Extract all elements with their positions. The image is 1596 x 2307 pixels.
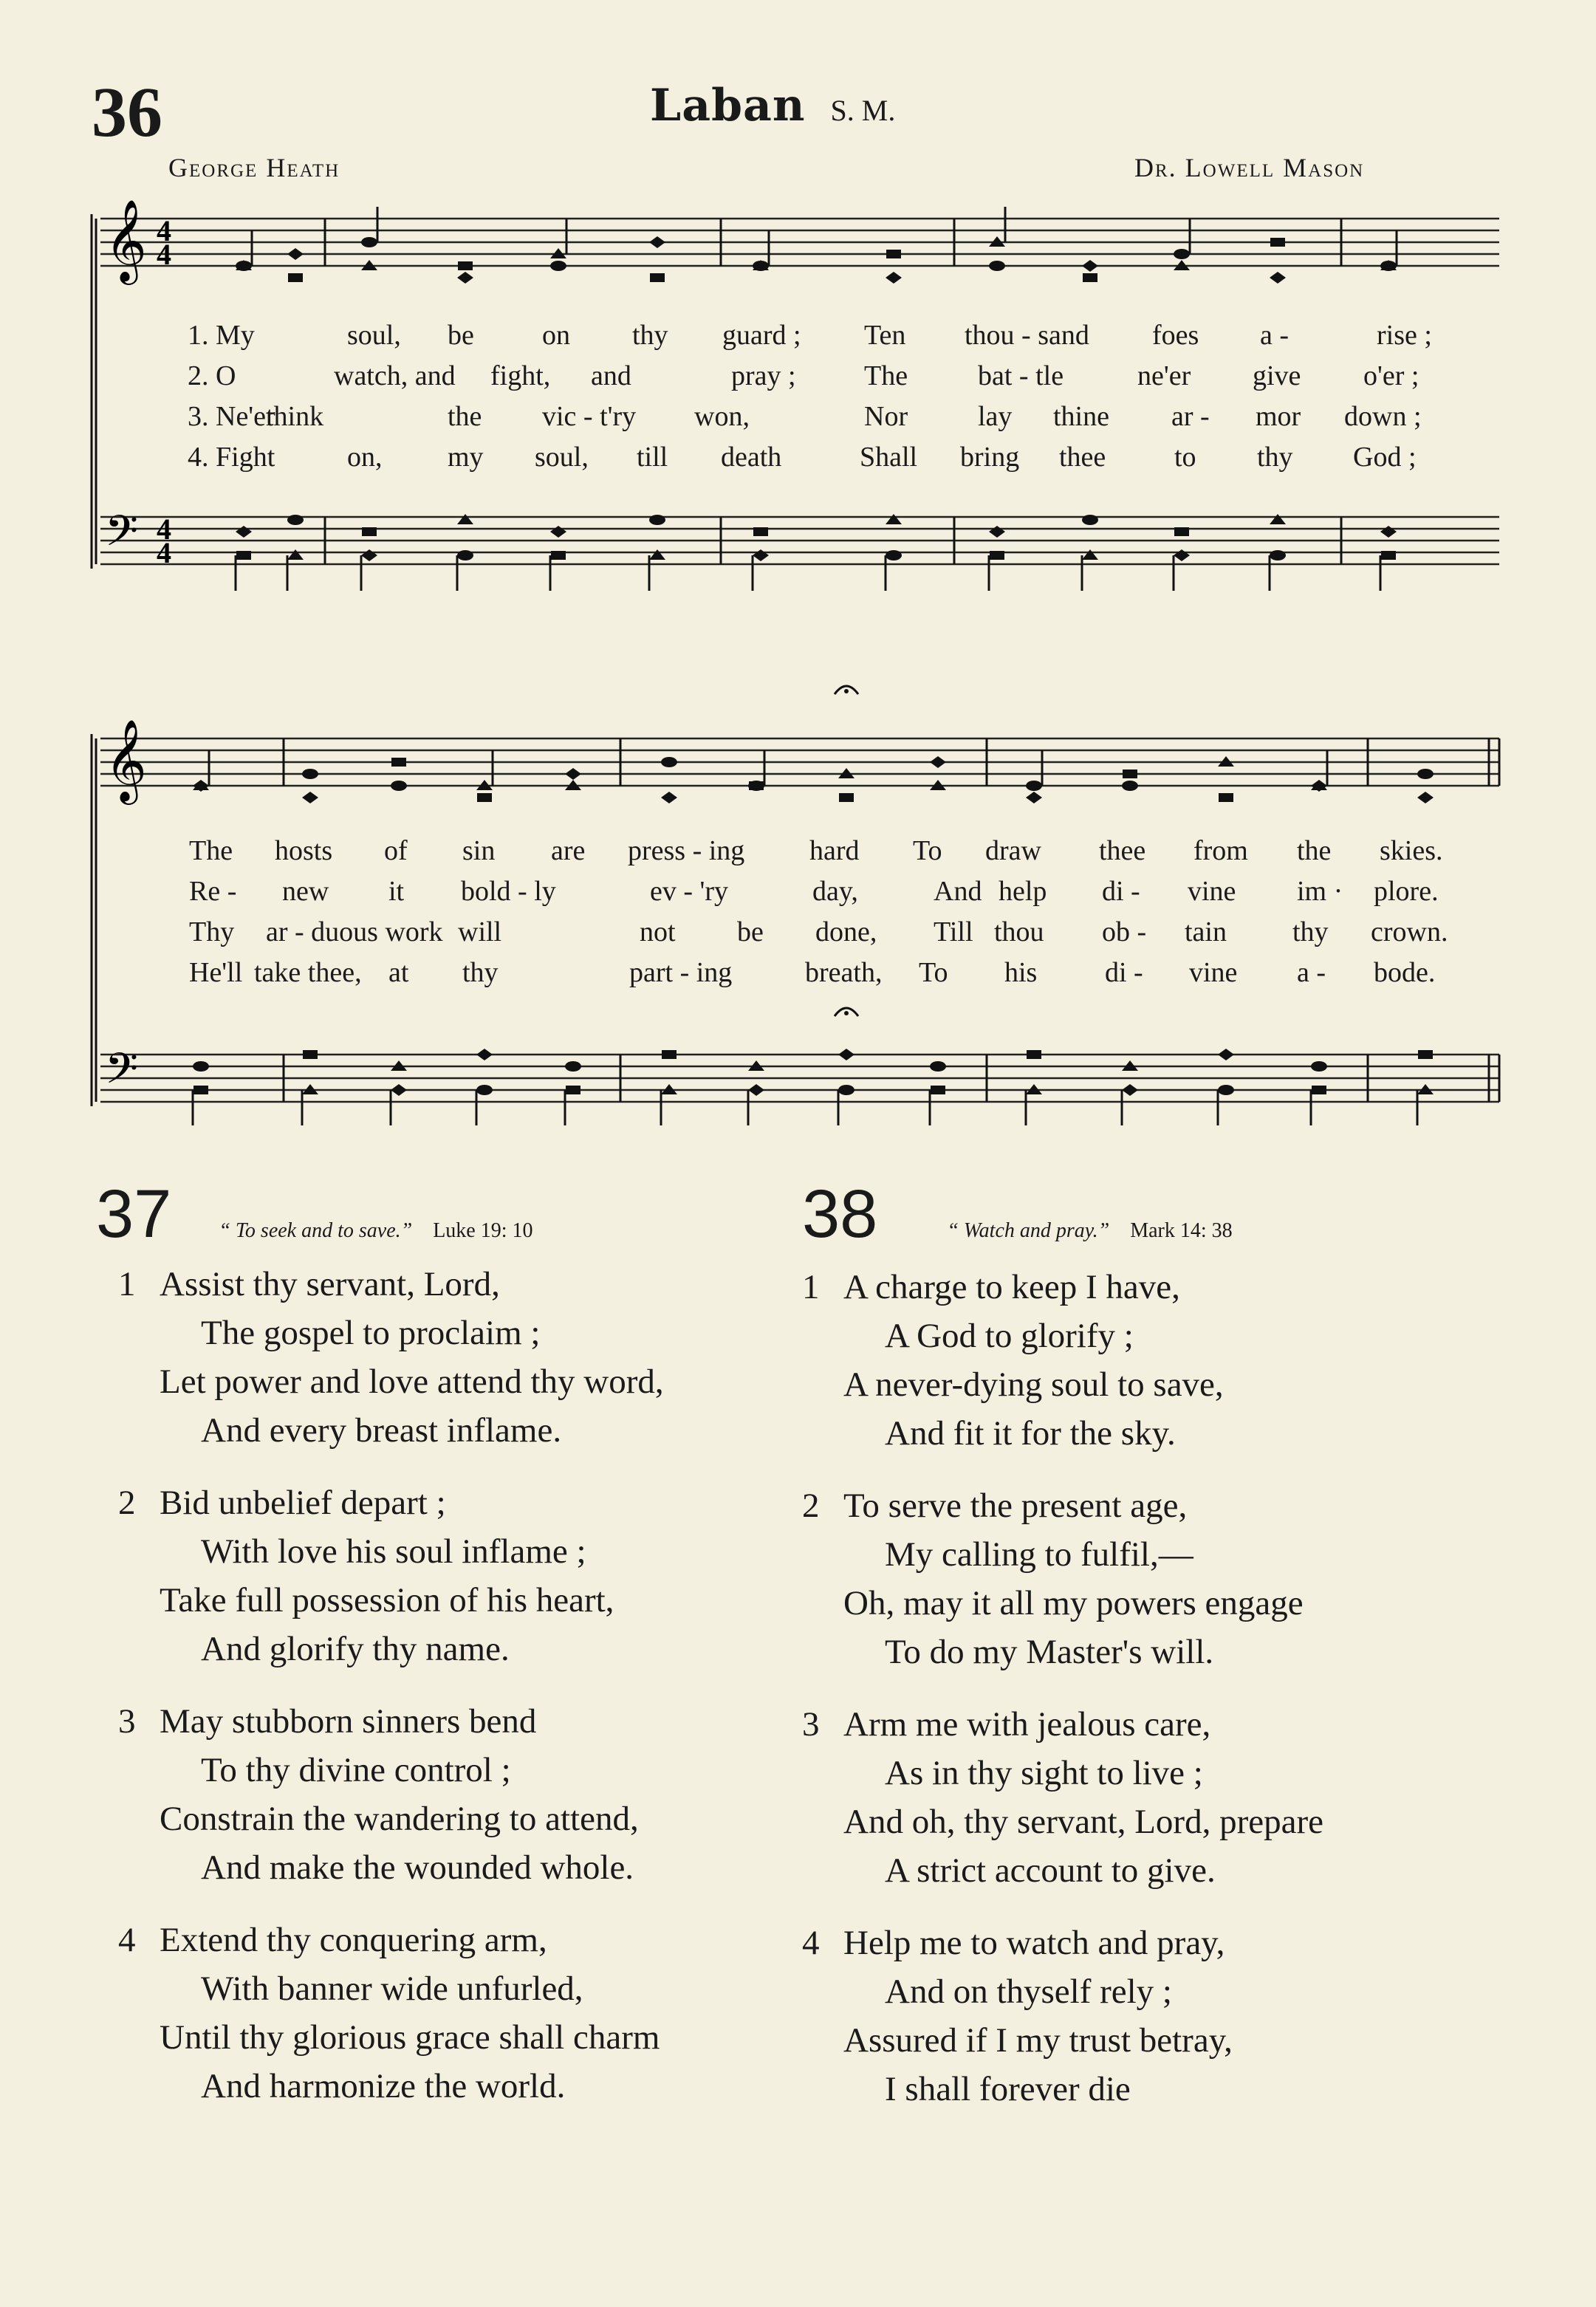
verse-text: A strict account to give. <box>885 1851 1216 1890</box>
shape-note <box>1270 238 1285 247</box>
lyric-syllable: pray ; <box>731 360 796 391</box>
shape-note <box>457 272 473 284</box>
verse-text: With banner wide unfurled, <box>201 1970 583 2008</box>
shape-note <box>930 1061 946 1072</box>
verse-text: Assured if I my trust betray, <box>843 2021 1233 2060</box>
time-signature: 4 <box>157 513 171 546</box>
verse-text: I shall forever die <box>885 2070 1131 2108</box>
shape-note <box>1270 272 1286 284</box>
lyric-syllable: till <box>637 442 668 473</box>
lyric-syllable: and <box>591 360 631 391</box>
shape-note <box>476 1049 493 1060</box>
verse-text: And harmonize the world. <box>201 2067 566 2105</box>
lyric-syllable: Re - <box>189 876 237 907</box>
verse-line <box>118 2062 664 2111</box>
shape-note <box>886 250 901 258</box>
verse-line <box>802 2065 1323 2114</box>
shape-note <box>1026 781 1042 791</box>
verse <box>118 1478 664 1673</box>
lyric-syllable: 4. Fight <box>188 442 275 473</box>
shape-note <box>748 1084 764 1096</box>
lyric-syllable: plore. <box>1374 876 1439 907</box>
lyric-syllable: thy <box>1292 916 1329 947</box>
lyric-syllable: done, <box>815 916 877 947</box>
verse-line <box>802 1967 1323 2016</box>
treble-clef: 𝄞 <box>105 199 147 281</box>
lyric-syllable: The <box>189 835 233 866</box>
lyric-syllable: down ; <box>1344 401 1422 432</box>
lyric-syllable: press - ing <box>628 835 745 866</box>
shape-note <box>302 792 318 803</box>
lyric-syllable: a - <box>1260 320 1290 351</box>
verse-line <box>802 1530 1323 1579</box>
verse-line <box>802 1579 1323 1628</box>
lyric-syllable: on, <box>347 442 383 473</box>
verse-line <box>118 2013 664 2062</box>
lyric-syllable: fight, <box>490 360 551 391</box>
verse-number: 2 <box>802 1487 820 1525</box>
lyric-syllable: mor <box>1256 401 1301 432</box>
shape-note <box>1270 550 1286 561</box>
lyric-syllable: my <box>448 442 484 473</box>
verse-line <box>802 1409 1323 1458</box>
lyric-syllable: ob - <box>1102 916 1147 947</box>
lyric-syllable: hosts <box>275 835 333 866</box>
verse-line <box>802 1919 1323 1967</box>
bass-clef: 𝄢 <box>105 506 139 566</box>
hymn-38-number: 38 <box>802 1176 878 1252</box>
hymn-title: Laban <box>650 80 806 131</box>
shape-note <box>1027 1050 1041 1059</box>
lyric-syllable: thou <box>994 916 1044 947</box>
lyric-syllable: breath, <box>805 957 883 988</box>
shape-note <box>287 515 304 525</box>
lyric-syllable: And <box>934 876 982 907</box>
lyric-syllable: thee <box>1059 442 1106 473</box>
lyric-syllable: thou - sand <box>965 320 1089 351</box>
lyric-syllable: crown. <box>1371 916 1448 947</box>
verse-line <box>118 1697 664 1746</box>
lyric-syllable: thee <box>1099 835 1146 866</box>
verse-line <box>118 1357 664 1406</box>
hymn-38-ref-quote: “ Watch and pray.” <box>947 1219 1110 1242</box>
verse <box>802 1263 1323 1458</box>
lyric-syllable: thine <box>1053 401 1109 432</box>
shape-note <box>1270 514 1286 524</box>
shape-note <box>1380 526 1397 538</box>
verse-text: And glorify thy name. <box>201 1630 510 1668</box>
verse-text: A charge to keep I have, <box>843 1268 1180 1306</box>
lyric-syllable: He'll <box>189 957 243 988</box>
lyric-syllable: will <box>458 916 502 947</box>
verse-line <box>802 2016 1323 2065</box>
shape-note <box>391 1084 407 1096</box>
verse-text: To thy divine control ; <box>201 1751 511 1789</box>
verse-line <box>802 1360 1323 1409</box>
lyric-syllable: day, <box>812 876 858 907</box>
verse-text: As in thy sight to live ; <box>885 1754 1203 1792</box>
verse-line <box>118 1964 664 2013</box>
verse-text: Let power and love attend thy word, <box>160 1362 664 1401</box>
hymn-meter: S. M. <box>830 94 896 127</box>
verse-line <box>802 1263 1323 1312</box>
lyric-syllable: the <box>448 401 482 432</box>
lyric-syllable: be <box>737 916 764 947</box>
shape-note <box>457 514 473 524</box>
lyric-syllable: The <box>864 360 908 391</box>
shape-note <box>1418 1050 1433 1059</box>
lyric-syllable: thy <box>462 957 499 988</box>
lyric-syllable: Nor <box>864 401 908 432</box>
lyric-syllable: ar - duous work <box>266 916 443 947</box>
lyric-syllable: im · <box>1297 876 1343 907</box>
hymn-37-verses <box>118 1260 664 2134</box>
treble-clef: 𝄞 <box>105 719 147 801</box>
shape-note <box>1082 549 1098 560</box>
shape-note <box>886 514 902 524</box>
lyric-syllable: ne'er <box>1137 360 1191 391</box>
lyric-syllable: take thee, <box>254 957 362 988</box>
verse-text: Help me to watch and pray, <box>843 1924 1225 1962</box>
shape-note <box>1026 792 1042 803</box>
lyric-syllable: think <box>266 401 324 432</box>
lyric-syllable: To <box>913 835 942 866</box>
lyric-syllable: bring <box>960 442 1020 473</box>
verse-text: With love his soul inflame ; <box>201 1532 586 1571</box>
lyric-syllable: foes <box>1152 320 1199 351</box>
shape-note <box>362 527 377 536</box>
shape-note <box>649 236 665 248</box>
lyric-syllable: Thy <box>189 916 235 947</box>
verse-line <box>802 1846 1323 1895</box>
lyric-syllable: thy <box>1257 442 1293 473</box>
shape-note <box>1082 515 1098 525</box>
verse-line <box>118 1478 664 1527</box>
shape-note <box>661 792 677 803</box>
hymn-37-ref-quote: “ To seek and to save.” <box>219 1219 413 1242</box>
shape-note <box>748 781 764 791</box>
shape-note <box>565 1061 581 1072</box>
lyric-syllable: rise ; <box>1377 320 1432 351</box>
lyric-syllable: vine <box>1188 876 1236 907</box>
shape-note <box>661 757 677 767</box>
lyric-syllable: won, <box>694 401 750 432</box>
shape-note <box>193 1086 208 1094</box>
shape-note <box>1083 273 1097 282</box>
lyric-syllable: his <box>1004 957 1038 988</box>
verse-text: To do my Master's will. <box>885 1633 1214 1671</box>
verse-line <box>802 1481 1323 1530</box>
shape-note <box>391 758 406 767</box>
verse-line <box>118 1260 664 1309</box>
shape-note <box>193 1061 209 1072</box>
lyric-syllable: Ten <box>864 320 906 351</box>
verse-line <box>802 1749 1323 1797</box>
shape-note <box>236 526 252 538</box>
time-signature: 4 <box>157 238 171 271</box>
lyric-syllable: soul, <box>535 442 589 473</box>
author-credit: George Heath <box>168 153 340 182</box>
verse <box>118 1916 664 2111</box>
hymn-37-ref-cite: Luke 19: 10 <box>433 1219 533 1242</box>
verse-line <box>802 1700 1323 1749</box>
shape-note <box>236 261 252 271</box>
verse-number: 2 <box>118 1484 136 1522</box>
lyric-syllable: 2. O <box>188 360 236 391</box>
lyric-syllable: To <box>919 957 948 988</box>
shape-note <box>1218 1085 1234 1095</box>
shape-note <box>1381 551 1396 560</box>
lyric-syllable: a - <box>1297 957 1326 988</box>
lyric-syllable: 1. My <box>188 320 255 351</box>
verse-text: A God to glorify ; <box>885 1317 1134 1355</box>
verse-line <box>802 1797 1323 1846</box>
lyric-syllable: from <box>1193 835 1248 866</box>
composer-credit: Dr. Lowell Mason <box>1134 153 1365 182</box>
shape-note <box>650 273 665 282</box>
verse-line <box>118 1309 664 1357</box>
verse-text: Bid unbelief depart ; <box>160 1484 446 1522</box>
shape-note <box>1123 769 1137 778</box>
shape-note <box>1122 781 1138 791</box>
verse-number: 1 <box>118 1265 136 1303</box>
verse-text: My calling to fulfil,— <box>885 1535 1193 1574</box>
lyric-syllable: thy <box>632 320 668 351</box>
shape-note <box>236 551 251 560</box>
verse-text: Take full possession of his heart, <box>160 1581 614 1619</box>
shape-note <box>287 549 304 560</box>
fermata <box>844 689 849 693</box>
shape-note <box>838 1049 854 1060</box>
verse-text: A never-dying soul to save, <box>843 1365 1224 1404</box>
verse-line <box>118 1794 664 1843</box>
shape-note <box>886 550 902 561</box>
hymn-38-verses <box>802 1263 1323 2137</box>
verse-text: And oh, thy servant, Lord, prepare <box>843 1803 1323 1841</box>
shape-note <box>753 549 769 561</box>
verse-text: And make the wounded whole. <box>201 1848 634 1887</box>
shape-note <box>1380 261 1397 271</box>
shape-note <box>989 261 1005 271</box>
lyric-syllable: ev - 'ry <box>650 876 729 907</box>
shape-note <box>458 261 473 270</box>
shape-note <box>391 781 407 791</box>
shape-note <box>649 515 665 525</box>
shape-note <box>838 1085 854 1095</box>
verse-number: 4 <box>118 1921 136 1959</box>
shape-note <box>1174 527 1189 536</box>
lyric-syllable: not <box>640 916 676 947</box>
shape-note <box>550 526 566 538</box>
lyric-syllable: part - ing <box>629 957 733 988</box>
verse-line <box>802 1312 1323 1360</box>
verse-text: And fit it for the sky. <box>885 1414 1176 1453</box>
shape-note <box>476 1085 493 1095</box>
shape-note <box>566 1086 580 1094</box>
lyric-syllable: give <box>1253 360 1301 391</box>
lyric-syllable: tain <box>1185 916 1227 947</box>
verse <box>802 1700 1323 1895</box>
shape-note <box>662 1050 677 1059</box>
lyric-syllable: 3. Ne'er <box>188 401 275 432</box>
lyric-syllable: lay <box>978 401 1013 432</box>
lyric-syllable: at <box>388 957 409 988</box>
verse-number: 1 <box>802 1268 820 1306</box>
shape-note <box>1218 1049 1234 1060</box>
lyric-syllable: vic - t'ry <box>542 401 637 432</box>
verse-number: 3 <box>118 1702 136 1741</box>
lyric-syllable: Shall <box>860 442 918 473</box>
shape-note <box>1122 1084 1138 1096</box>
fermata <box>844 1011 849 1015</box>
verse-text: Extend thy conquering arm, <box>160 1921 547 1959</box>
verse-number: 4 <box>802 1924 820 1962</box>
shape-note <box>1311 1061 1327 1072</box>
verse-line <box>118 1406 664 1455</box>
shape-note <box>989 526 1005 538</box>
shape-note <box>1417 792 1434 803</box>
lyric-syllable: new <box>282 876 329 907</box>
verse-text: To serve the present age, <box>843 1487 1188 1525</box>
lyric-syllable: are <box>551 835 586 866</box>
lyric-syllable: to <box>1174 442 1196 473</box>
shape-note <box>753 527 768 536</box>
lyric-syllable: bold - ly <box>461 876 556 907</box>
lyric-syllable: vine <box>1189 957 1238 988</box>
verse-line <box>118 1843 664 1892</box>
lyric-syllable: be <box>448 320 474 351</box>
verse-text: Arm me with jealous care, <box>843 1705 1211 1744</box>
lyric-syllable: skies. <box>1380 835 1443 866</box>
time-signature: 4 <box>157 214 171 247</box>
bass-clef: 𝄢 <box>105 1043 139 1104</box>
shape-note <box>551 551 566 560</box>
lyric-syllable: guard ; <box>722 320 801 351</box>
shape-note <box>477 793 492 802</box>
lyric-syllable: soul, <box>347 320 401 351</box>
lyric-syllable: help <box>999 876 1047 907</box>
shape-note <box>565 768 581 780</box>
shape-note <box>457 550 473 561</box>
hymn-38-header <box>802 1176 1233 1253</box>
verse <box>118 1697 664 1892</box>
lyric-syllable: o'er ; <box>1363 360 1419 391</box>
verse-text: And on thyself rely ; <box>885 1972 1172 2011</box>
lyric-syllable: draw <box>985 835 1041 866</box>
shape-note <box>930 756 946 768</box>
lyric-syllable: ar - <box>1171 401 1210 432</box>
shape-note <box>1312 1086 1326 1094</box>
shape-note <box>303 1050 318 1059</box>
lyric-syllable: of <box>384 835 408 866</box>
shape-note <box>1174 249 1190 259</box>
verse-line <box>118 1625 664 1673</box>
lyric-syllable: on <box>542 320 570 351</box>
verse-line <box>118 1527 664 1576</box>
hymn-37-number: 37 <box>96 1176 172 1252</box>
verse-number: 3 <box>802 1705 820 1744</box>
verse <box>118 1260 664 1455</box>
verse-line <box>118 1746 664 1794</box>
lyric-syllable: it <box>388 876 405 907</box>
shape-note <box>287 248 304 260</box>
shape-note <box>886 272 902 284</box>
lyric-syllable: di - <box>1105 957 1143 988</box>
verse-text: Until thy glorious grace shall charm <box>160 2018 660 2057</box>
shape-note <box>931 1086 945 1094</box>
lyric-syllable: di - <box>1102 876 1140 907</box>
verse-text: The gospel to proclaim ; <box>201 1314 541 1352</box>
verse-line <box>118 1916 664 1964</box>
verse-text: And every breast inflame. <box>201 1411 562 1450</box>
lyric-syllable: sin <box>462 835 496 866</box>
lyric-syllable: the <box>1297 835 1332 866</box>
hymn-38-ref-cite: Mark 14: 38 <box>1130 1219 1233 1242</box>
lyric-syllable: watch, and <box>334 360 456 391</box>
shape-note <box>1417 769 1434 779</box>
hymn-number: 36 <box>92 72 162 151</box>
shape-note <box>1174 549 1190 561</box>
shape-note <box>361 237 377 247</box>
shape-note <box>990 551 1004 560</box>
verse <box>802 1481 1323 1676</box>
lyric-syllable: bat - tle <box>978 360 1064 391</box>
lyric-syllable: hard <box>809 835 860 866</box>
verse-line <box>802 1628 1323 1676</box>
verse-text: Assist thy servant, Lord, <box>160 1265 500 1303</box>
verse-text: May stubborn sinners bend <box>160 1702 537 1741</box>
shape-note <box>839 793 854 802</box>
hymn-37-header <box>96 1176 533 1253</box>
shape-note <box>302 769 318 779</box>
lyric-syllable: Till <box>934 916 973 947</box>
shape-note <box>550 261 566 271</box>
shape-note <box>649 549 665 560</box>
shape-note <box>1082 260 1098 272</box>
verse-line <box>118 1576 664 1625</box>
shape-note <box>288 273 303 282</box>
time-signature: 4 <box>157 536 171 569</box>
verse <box>802 1919 1323 2114</box>
lyric-syllable: bode. <box>1374 957 1436 988</box>
shape-note <box>1219 793 1233 802</box>
lyric-syllable: death <box>721 442 782 473</box>
verse-text: Constrain the wandering to attend, <box>160 1800 639 1838</box>
shape-note <box>361 549 377 561</box>
lyric-syllable: God ; <box>1353 442 1417 473</box>
verse-text: Oh, may it all my powers engage <box>843 1584 1304 1622</box>
